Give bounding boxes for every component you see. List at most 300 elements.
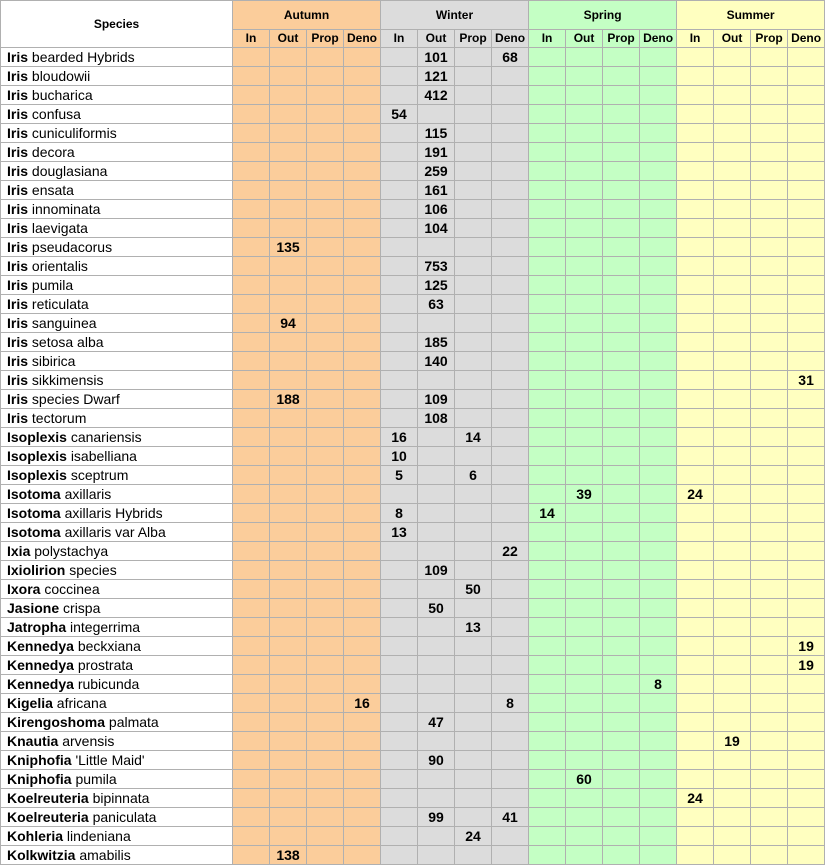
value-cell-autumn-prop bbox=[307, 637, 344, 656]
value-cell-summer-out bbox=[714, 181, 751, 200]
species-epithet: sceptrum bbox=[70, 466, 129, 483]
value-cell-winter-prop bbox=[455, 333, 492, 352]
value-cell-spring-prop bbox=[603, 580, 640, 599]
table-row bbox=[1, 333, 825, 352]
value-cell-autumn-out bbox=[270, 542, 307, 561]
value-cell-summer-in bbox=[677, 200, 714, 219]
value-cell-winter-deno bbox=[492, 846, 529, 865]
value-cell-winter-deno bbox=[492, 333, 529, 352]
value-cell-spring-prop bbox=[603, 219, 640, 238]
value-cell-spring-prop bbox=[603, 751, 640, 770]
value-cell-spring-deno bbox=[640, 276, 677, 295]
value-cell-summer-deno bbox=[788, 143, 825, 162]
subheader-autumn-out: Out bbox=[270, 30, 307, 48]
value-cell-summer-in bbox=[677, 390, 714, 409]
value-cell-winter-prop bbox=[455, 808, 492, 827]
value-cell-autumn-out bbox=[270, 580, 307, 599]
value-cell-spring-in bbox=[529, 751, 566, 770]
value-cell-spring-prop bbox=[603, 371, 640, 390]
value-cell-autumn-deno bbox=[344, 599, 381, 618]
species-name-cell bbox=[1, 48, 233, 67]
value-cell-summer-deno bbox=[788, 466, 825, 485]
value-cell-autumn-deno bbox=[344, 219, 381, 238]
value-cell-autumn-deno bbox=[344, 181, 381, 200]
value-cell-autumn-in bbox=[233, 466, 270, 485]
value-cell-winter-prop bbox=[455, 675, 492, 694]
value-cell-autumn-out bbox=[270, 770, 307, 789]
value-cell-summer-deno bbox=[788, 504, 825, 523]
value-cell-winter-prop bbox=[455, 770, 492, 789]
value-cell-spring-out bbox=[566, 48, 603, 67]
value-cell-winter-out bbox=[418, 618, 455, 637]
species-epithet: pumila bbox=[75, 770, 117, 787]
value-cell-spring-in bbox=[529, 67, 566, 86]
value-cell-winter-prop bbox=[455, 390, 492, 409]
value-cell-winter-out bbox=[418, 466, 455, 485]
value-cell-autumn-in bbox=[233, 181, 270, 200]
genus-name: Iris bbox=[7, 257, 29, 274]
value-cell-spring-out bbox=[566, 637, 603, 656]
value-cell-summer-in bbox=[677, 675, 714, 694]
value-cell-spring-in bbox=[529, 219, 566, 238]
value-cell-spring-deno bbox=[640, 770, 677, 789]
value-cell-autumn-deno bbox=[344, 333, 381, 352]
value-cell-autumn-out bbox=[270, 276, 307, 295]
species-name-cell bbox=[1, 523, 233, 542]
value-cell-spring-in bbox=[529, 732, 566, 751]
value-cell-winter-out: 109 bbox=[418, 561, 455, 580]
value-cell-autumn-in bbox=[233, 485, 270, 504]
value-cell-spring-out bbox=[566, 694, 603, 713]
species-epithet: bipinnata bbox=[92, 789, 150, 806]
value-cell-summer-prop bbox=[751, 276, 788, 295]
value-cell-spring-in bbox=[529, 789, 566, 808]
value-cell-autumn-in bbox=[233, 732, 270, 751]
value-cell-winter-in bbox=[381, 789, 418, 808]
value-cell-spring-in bbox=[529, 124, 566, 143]
value-cell-spring-in bbox=[529, 409, 566, 428]
value-cell-spring-prop bbox=[603, 523, 640, 542]
value-cell-spring-prop bbox=[603, 713, 640, 732]
species-name-cell bbox=[1, 542, 233, 561]
value-cell-spring-deno bbox=[640, 808, 677, 827]
value-cell-spring-prop bbox=[603, 105, 640, 124]
value-cell-autumn-deno bbox=[344, 86, 381, 105]
value-cell-spring-prop bbox=[603, 637, 640, 656]
value-cell-autumn-deno bbox=[344, 846, 381, 865]
species-epithet: bloudowii bbox=[31, 67, 91, 84]
value-cell-autumn-out bbox=[270, 200, 307, 219]
value-cell-spring-prop bbox=[603, 143, 640, 162]
value-cell-summer-out bbox=[714, 67, 751, 86]
value-cell-spring-deno bbox=[640, 181, 677, 200]
genus-name: Iris bbox=[7, 162, 29, 179]
value-cell-autumn-in bbox=[233, 656, 270, 675]
species-epithet: canariensis bbox=[70, 428, 142, 445]
value-cell-winter-out: 140 bbox=[418, 352, 455, 371]
value-cell-spring-in bbox=[529, 770, 566, 789]
value-cell-summer-deno bbox=[788, 618, 825, 637]
value-cell-summer-in bbox=[677, 504, 714, 523]
season-header-spring: Spring bbox=[529, 1, 677, 30]
value-cell-summer-deno bbox=[788, 675, 825, 694]
value-cell-winter-prop bbox=[455, 732, 492, 751]
value-cell-autumn-in bbox=[233, 390, 270, 409]
value-cell-spring-in bbox=[529, 428, 566, 447]
value-cell-spring-prop bbox=[603, 314, 640, 333]
value-cell-summer-in bbox=[677, 618, 714, 637]
value-cell-spring-in bbox=[529, 333, 566, 352]
value-cell-summer-in bbox=[677, 694, 714, 713]
value-cell-spring-out bbox=[566, 124, 603, 143]
species-name-cell bbox=[1, 124, 233, 143]
value-cell-autumn-deno bbox=[344, 390, 381, 409]
value-cell-winter-prop: 14 bbox=[455, 428, 492, 447]
value-cell-autumn-deno bbox=[344, 371, 381, 390]
value-cell-winter-prop bbox=[455, 751, 492, 770]
value-cell-autumn-out bbox=[270, 713, 307, 732]
value-cell-autumn-prop bbox=[307, 219, 344, 238]
value-cell-spring-in bbox=[529, 200, 566, 219]
value-cell-winter-prop bbox=[455, 162, 492, 181]
value-cell-summer-out bbox=[714, 637, 751, 656]
value-cell-autumn-deno bbox=[344, 485, 381, 504]
value-cell-autumn-deno bbox=[344, 523, 381, 542]
value-cell-spring-out bbox=[566, 409, 603, 428]
value-cell-autumn-out bbox=[270, 618, 307, 637]
value-cell-autumn-deno bbox=[344, 105, 381, 124]
value-cell-spring-deno bbox=[640, 295, 677, 314]
value-cell-winter-prop bbox=[455, 181, 492, 200]
value-cell-autumn-deno bbox=[344, 48, 381, 67]
value-cell-autumn-deno bbox=[344, 542, 381, 561]
value-cell-winter-in bbox=[381, 580, 418, 599]
value-cell-winter-in bbox=[381, 599, 418, 618]
value-cell-spring-out bbox=[566, 314, 603, 333]
value-cell-autumn-deno bbox=[344, 561, 381, 580]
value-cell-summer-out bbox=[714, 599, 751, 618]
value-cell-spring-prop bbox=[603, 86, 640, 105]
value-cell-summer-prop bbox=[751, 409, 788, 428]
species-epithet: species bbox=[69, 561, 117, 578]
value-cell-autumn-deno bbox=[344, 143, 381, 162]
value-cell-autumn-in bbox=[233, 447, 270, 466]
value-cell-winter-out bbox=[418, 789, 455, 808]
value-cell-summer-deno bbox=[788, 200, 825, 219]
season-header-row bbox=[1, 1, 825, 30]
value-cell-winter-prop bbox=[455, 409, 492, 428]
table-row bbox=[1, 219, 825, 238]
value-cell-spring-deno bbox=[640, 713, 677, 732]
table-row bbox=[1, 48, 825, 67]
value-cell-summer-in: 24 bbox=[677, 789, 714, 808]
value-cell-summer-prop bbox=[751, 86, 788, 105]
value-cell-autumn-deno bbox=[344, 257, 381, 276]
value-cell-winter-in bbox=[381, 694, 418, 713]
value-cell-autumn-prop bbox=[307, 409, 344, 428]
value-cell-winter-in bbox=[381, 219, 418, 238]
value-cell-summer-out bbox=[714, 447, 751, 466]
table-row bbox=[1, 751, 825, 770]
value-cell-winter-deno bbox=[492, 238, 529, 257]
value-cell-summer-out bbox=[714, 789, 751, 808]
value-cell-spring-in bbox=[529, 599, 566, 618]
value-cell-winter-prop bbox=[455, 656, 492, 675]
species-name-cell bbox=[1, 257, 233, 276]
value-cell-autumn-prop bbox=[307, 713, 344, 732]
value-cell-autumn-out bbox=[270, 656, 307, 675]
table-row bbox=[1, 181, 825, 200]
genus-name: Iris bbox=[7, 352, 29, 369]
value-cell-winter-out: 106 bbox=[418, 200, 455, 219]
value-cell-spring-prop bbox=[603, 504, 640, 523]
value-cell-winter-prop bbox=[455, 713, 492, 732]
value-cell-summer-in bbox=[677, 561, 714, 580]
value-cell-spring-deno bbox=[640, 637, 677, 656]
value-cell-autumn-in bbox=[233, 276, 270, 295]
value-cell-summer-prop bbox=[751, 675, 788, 694]
value-cell-winter-out: 108 bbox=[418, 409, 455, 428]
value-cell-summer-prop bbox=[751, 238, 788, 257]
value-cell-winter-in: 8 bbox=[381, 504, 418, 523]
species-epithet: polystachya bbox=[34, 542, 109, 559]
value-cell-summer-prop bbox=[751, 713, 788, 732]
value-cell-summer-prop bbox=[751, 295, 788, 314]
species-epithet: crispa bbox=[63, 599, 101, 616]
value-cell-spring-out bbox=[566, 808, 603, 827]
value-cell-autumn-prop bbox=[307, 675, 344, 694]
table-row bbox=[1, 67, 825, 86]
value-cell-spring-in bbox=[529, 580, 566, 599]
value-cell-winter-in bbox=[381, 561, 418, 580]
value-cell-summer-prop bbox=[751, 789, 788, 808]
species-epithet: palmata bbox=[108, 713, 159, 730]
value-cell-autumn-deno bbox=[344, 618, 381, 637]
value-cell-autumn-prop bbox=[307, 86, 344, 105]
species-name-cell bbox=[1, 485, 233, 504]
value-cell-autumn-in bbox=[233, 808, 270, 827]
genus-name: Kennedya bbox=[7, 637, 74, 654]
value-cell-spring-out bbox=[566, 466, 603, 485]
value-cell-summer-prop bbox=[751, 105, 788, 124]
value-cell-winter-in bbox=[381, 770, 418, 789]
value-cell-autumn-in bbox=[233, 371, 270, 390]
value-cell-winter-out: 47 bbox=[418, 713, 455, 732]
table-row bbox=[1, 314, 825, 333]
value-cell-autumn-deno bbox=[344, 314, 381, 333]
table-row bbox=[1, 238, 825, 257]
value-cell-summer-prop bbox=[751, 333, 788, 352]
value-cell-spring-prop bbox=[603, 181, 640, 200]
genus-name: Kolkwitzia bbox=[7, 846, 76, 863]
value-cell-summer-out bbox=[714, 333, 751, 352]
value-cell-autumn-out bbox=[270, 751, 307, 770]
value-cell-autumn-deno bbox=[344, 124, 381, 143]
value-cell-spring-in bbox=[529, 162, 566, 181]
value-cell-winter-in bbox=[381, 48, 418, 67]
value-cell-winter-out: 185 bbox=[418, 333, 455, 352]
value-cell-winter-in bbox=[381, 827, 418, 846]
table-row bbox=[1, 656, 825, 675]
species-name-cell bbox=[1, 295, 233, 314]
genus-name: Jasione bbox=[7, 599, 60, 616]
value-cell-summer-prop bbox=[751, 656, 788, 675]
value-cell-winter-out: 104 bbox=[418, 219, 455, 238]
genus-name: Kennedya bbox=[7, 656, 74, 673]
species-name-cell bbox=[1, 713, 233, 732]
value-cell-summer-prop bbox=[751, 523, 788, 542]
value-cell-spring-deno bbox=[640, 257, 677, 276]
value-cell-summer-out bbox=[714, 827, 751, 846]
value-cell-summer-out bbox=[714, 656, 751, 675]
value-cell-autumn-prop bbox=[307, 846, 344, 865]
value-cell-autumn-in bbox=[233, 542, 270, 561]
value-cell-spring-out bbox=[566, 580, 603, 599]
species-name-cell bbox=[1, 371, 233, 390]
value-cell-summer-deno bbox=[788, 314, 825, 333]
value-cell-autumn-prop bbox=[307, 314, 344, 333]
table-row bbox=[1, 409, 825, 428]
value-cell-winter-deno bbox=[492, 219, 529, 238]
value-cell-spring-deno bbox=[640, 618, 677, 637]
value-cell-autumn-prop bbox=[307, 352, 344, 371]
subheader-spring-prop: Prop bbox=[603, 30, 640, 48]
value-cell-winter-prop bbox=[455, 257, 492, 276]
genus-name: Iris bbox=[7, 86, 29, 103]
value-cell-winter-prop bbox=[455, 371, 492, 390]
value-cell-summer-deno bbox=[788, 219, 825, 238]
species-name-cell bbox=[1, 808, 233, 827]
table-row bbox=[1, 86, 825, 105]
value-cell-summer-prop bbox=[751, 371, 788, 390]
value-cell-summer-prop bbox=[751, 732, 788, 751]
value-cell-winter-deno bbox=[492, 86, 529, 105]
value-cell-autumn-in bbox=[233, 200, 270, 219]
value-cell-summer-prop bbox=[751, 390, 788, 409]
value-cell-winter-in bbox=[381, 276, 418, 295]
subheader-summer-deno: Deno bbox=[788, 30, 825, 48]
value-cell-spring-out bbox=[566, 238, 603, 257]
value-cell-spring-prop bbox=[603, 732, 640, 751]
table-row bbox=[1, 276, 825, 295]
value-cell-autumn-out bbox=[270, 181, 307, 200]
value-cell-summer-out bbox=[714, 751, 751, 770]
value-cell-winter-prop bbox=[455, 67, 492, 86]
table-row bbox=[1, 390, 825, 409]
species-name-cell bbox=[1, 675, 233, 694]
value-cell-autumn-out bbox=[270, 827, 307, 846]
species-epithet: paniculata bbox=[92, 808, 157, 825]
value-cell-spring-out bbox=[566, 333, 603, 352]
value-cell-spring-deno bbox=[640, 447, 677, 466]
value-cell-spring-out bbox=[566, 86, 603, 105]
value-cell-spring-out bbox=[566, 390, 603, 409]
value-cell-spring-prop bbox=[603, 200, 640, 219]
value-cell-winter-out: 412 bbox=[418, 86, 455, 105]
value-cell-autumn-deno bbox=[344, 200, 381, 219]
value-cell-winter-prop bbox=[455, 561, 492, 580]
value-cell-autumn-prop bbox=[307, 390, 344, 409]
value-cell-summer-in bbox=[677, 314, 714, 333]
value-cell-autumn-in bbox=[233, 618, 270, 637]
value-cell-winter-in bbox=[381, 542, 418, 561]
value-cell-autumn-in bbox=[233, 580, 270, 599]
value-cell-spring-prop bbox=[603, 561, 640, 580]
value-cell-summer-deno bbox=[788, 732, 825, 751]
value-cell-spring-deno bbox=[640, 504, 677, 523]
table-row bbox=[1, 789, 825, 808]
value-cell-summer-in bbox=[677, 827, 714, 846]
value-cell-autumn-in bbox=[233, 637, 270, 656]
value-cell-winter-deno bbox=[492, 428, 529, 447]
value-cell-winter-deno bbox=[492, 523, 529, 542]
value-cell-summer-deno bbox=[788, 561, 825, 580]
value-cell-autumn-in bbox=[233, 713, 270, 732]
value-cell-summer-in bbox=[677, 447, 714, 466]
value-cell-summer-in bbox=[677, 352, 714, 371]
value-cell-summer-in bbox=[677, 542, 714, 561]
value-cell-spring-deno bbox=[640, 542, 677, 561]
value-cell-autumn-deno bbox=[344, 732, 381, 751]
value-cell-spring-deno bbox=[640, 846, 677, 865]
value-cell-summer-out bbox=[714, 561, 751, 580]
value-cell-summer-in bbox=[677, 428, 714, 447]
season-header-summer: Summer bbox=[677, 1, 825, 30]
table-row bbox=[1, 770, 825, 789]
value-cell-spring-out bbox=[566, 257, 603, 276]
subheader-autumn-prop: Prop bbox=[307, 30, 344, 48]
value-cell-winter-prop bbox=[455, 504, 492, 523]
genus-name: Isotoma bbox=[7, 523, 61, 540]
value-cell-winter-out: 161 bbox=[418, 181, 455, 200]
value-cell-summer-in bbox=[677, 637, 714, 656]
value-cell-winter-deno bbox=[492, 276, 529, 295]
value-cell-autumn-prop bbox=[307, 162, 344, 181]
value-cell-summer-in bbox=[677, 295, 714, 314]
value-cell-summer-in: 24 bbox=[677, 485, 714, 504]
value-cell-summer-in bbox=[677, 219, 714, 238]
value-cell-autumn-in bbox=[233, 295, 270, 314]
value-cell-summer-deno: 19 bbox=[788, 637, 825, 656]
value-cell-autumn-prop bbox=[307, 238, 344, 257]
value-cell-summer-in bbox=[677, 162, 714, 181]
genus-name: Isoplexis bbox=[7, 447, 67, 464]
value-cell-summer-out bbox=[714, 485, 751, 504]
value-cell-summer-prop bbox=[751, 181, 788, 200]
value-cell-autumn-in bbox=[233, 675, 270, 694]
value-cell-autumn-deno bbox=[344, 504, 381, 523]
value-cell-summer-deno bbox=[788, 827, 825, 846]
value-cell-winter-in bbox=[381, 314, 418, 333]
value-cell-summer-deno bbox=[788, 238, 825, 257]
value-cell-winter-deno bbox=[492, 295, 529, 314]
value-cell-autumn-prop bbox=[307, 599, 344, 618]
species-name-cell bbox=[1, 181, 233, 200]
value-cell-summer-deno bbox=[788, 485, 825, 504]
value-cell-winter-in bbox=[381, 295, 418, 314]
value-cell-autumn-prop bbox=[307, 67, 344, 86]
value-cell-summer-out bbox=[714, 428, 751, 447]
value-cell-autumn-deno bbox=[344, 789, 381, 808]
genus-name: Iris bbox=[7, 409, 29, 426]
genus-name: Kohleria bbox=[7, 827, 64, 844]
value-cell-summer-in bbox=[677, 599, 714, 618]
value-cell-autumn-prop bbox=[307, 789, 344, 808]
value-cell-summer-deno bbox=[788, 257, 825, 276]
value-cell-winter-prop bbox=[455, 314, 492, 333]
value-cell-winter-out bbox=[418, 827, 455, 846]
value-cell-winter-deno bbox=[492, 770, 529, 789]
